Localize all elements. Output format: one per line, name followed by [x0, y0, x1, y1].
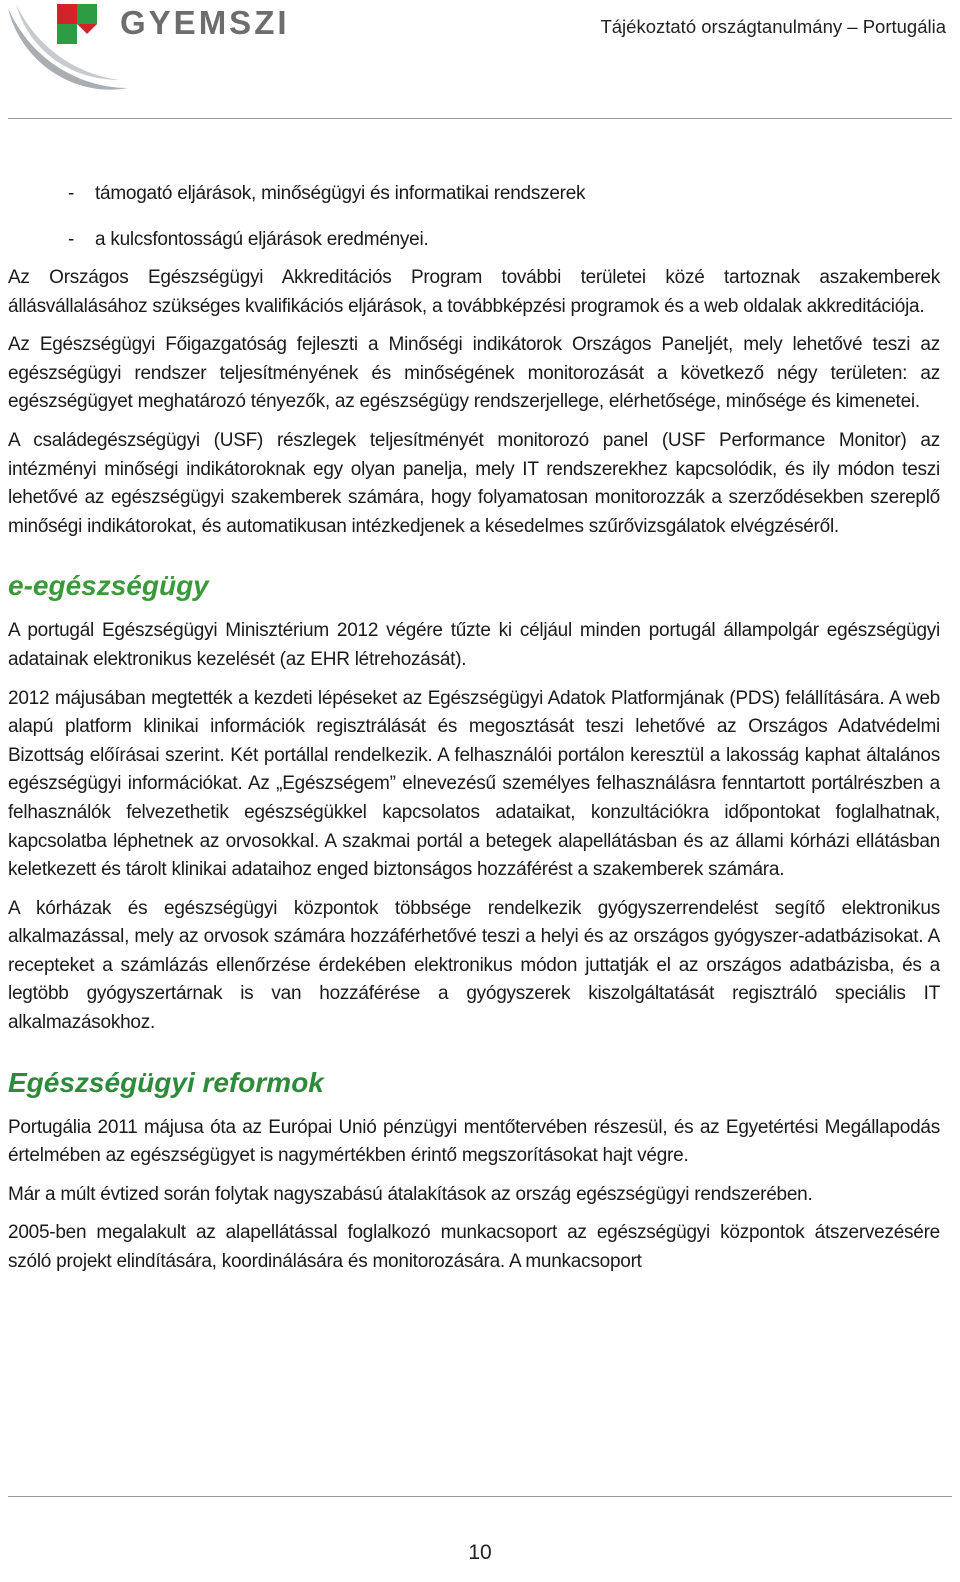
bullet-list — [8, 180, 940, 254]
logo-mark-icon — [2, 0, 132, 100]
paragraph: A családegészségügyi (USF) részlegek teljesítményét monitorozó panel (USF Performance Monitor) az intézményi minőségi indikátoroknak egy olyan panelja, mely IT rendszerekhez kapcsolódik, és ily módon teszi lehetővé az egészségügyi szakemberek számára, hogy folyamatosan monitorozzák a szerződésekben szereplő minőségi indikátorokat, és automatikusan intézkedjenek a késedelmes szűrővizsgálatok elvégzéséről. — [8, 429, 940, 537]
paragraph: Már a múlt évtized során folytak nagyszabású átalakítások az ország egészségügyi rendszerében. — [8, 1183, 813, 1205]
header-divider — [8, 118, 952, 119]
list-item-text: támogató eljárások, minőségügyi és informatikai rendszerek — [95, 183, 586, 204]
page-content — [8, 180, 940, 1287]
document-title: Tájékoztató országtanulmány – Portugália — [600, 16, 946, 37]
section-heading-ehealth: e-egészségügy — [8, 570, 209, 602]
paragraph: 2012 májusában megtették a kezdeti lépéseket az Egészségügyi Adatok Platformjának (PDS) felállítására. A web alapú platform klinikai információk regisztrálását és megosztását teszi lehetővé az Országos Adatvédelmi Bizottság előírásai szerint. Két portállal rendelkezik. A felhasználói portálon keresztül a lakosság kaphat általános egészségügyi információkat. Az „Egészségem” elnevezésű személyes felhasználásra fenntartott portálrészben a felhasználók felvezethetik egészségükkel kapcsolatos adataikat, konzultációkra időpontokat foglalhatnak, kapcsolatba léphetnek az orvosokkal. A szakmai portál a betegek alapellátásban és az állami kórházi ellátásban keletkezett és tárolt klinikai adataihoz enged biztonságos hozzáférést a szakemberek számára. — [8, 687, 940, 881]
bullet-marker: - — [68, 229, 75, 250]
bullet-marker: - — [68, 183, 75, 204]
page-header — [0, 0, 960, 122]
page-number: 10 — [468, 1541, 492, 1564]
gyemszi-logo — [2, 0, 302, 100]
paragraph: Az Országos Egészségügyi Akkreditációs Program további területei közé tartoznak aszakemberek állásvállalásához szükséges kvalifikációs eljárások, a továbbképzési programok és a web oldalak akkreditációja. — [8, 267, 940, 317]
logo-text: GYEMSZI — [120, 4, 290, 41]
footer-divider — [8, 1496, 952, 1497]
paragraph: Az Egészségügyi Főigazgatóság fejleszti a Minőségi indikátorok Országos Paneljét, mely lehetővé teszi az egészségügyi rendszer teljesítményének és minőségének monitorozását a következő négy területen: az egészségügyet meghatározó tényezők, az egészségügy rendszerjellege, elérhetősége, minősége és kimenetei. — [8, 334, 940, 413]
list-item — [8, 180, 940, 208]
paragraph: 2005-ben megalakult az alapellátással foglalkozó munkacsoport az egészségügyi központok átszervezésére szóló projekt elindítására, koordinálására és monitorozására. A munkacsoport — [8, 1222, 940, 1273]
paragraph: A kórházak és egészségügyi központok többsége rendelkezik gyógyszerrendelést segítő elektronikus alkalmazással, mely az orvosok számára hozzáférhetővé teszi a helyi és az országos gyógyszer-adatbázisokat. A recepteket a számlázás ellenőrzése érdekében elektronikus módon juttatják el az országos adatbázisba, és a legtöbb gyógyszertárnak is van hozzáférése a gyógyszerek kiszolgáltatását regisztráló speciális IT alkalmazásokhoz. — [8, 897, 940, 1034]
list-item — [8, 226, 940, 254]
list-item-text: a kulcsfontosságú eljárások eredményei. — [95, 229, 429, 250]
section-heading-reforms: Egészségügyi reformok — [8, 1066, 324, 1098]
paragraph: Portugália 2011 májusa óta az Európai Unió pénzügyi mentőtervében részesül, és az Egyetértési Megállapodás értelmében az egészségügyet is nagymértékben érintő megszorításokat hajt végre. — [8, 1116, 940, 1167]
paragraph: A portugál Egészségügyi Minisztérium 2012 végére tűzte ki céljául minden portugál állampolgár egészségügyi adatainak elektronikus kezelését (az EHR létrehozását). — [8, 620, 940, 670]
